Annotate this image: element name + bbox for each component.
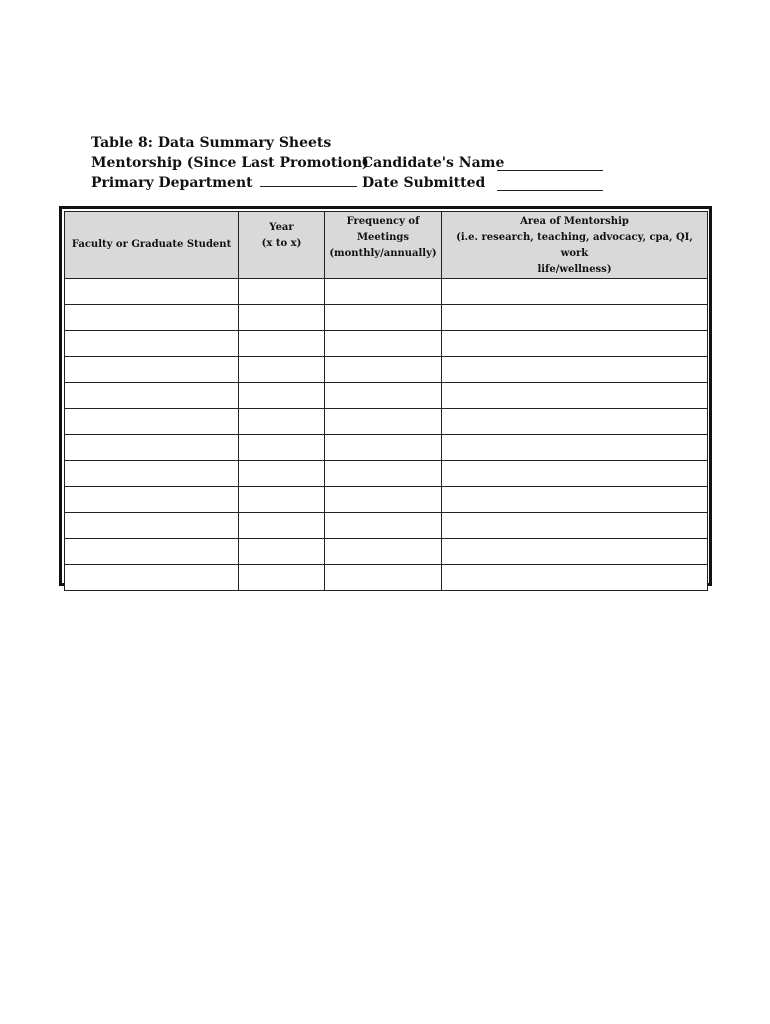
column-header-meeting-frequency [325,212,442,279]
column-header-faculty-student [65,212,239,279]
table-cell-mentorship-area[interactable] [442,383,708,409]
table-cell-meeting-frequency[interactable] [325,331,442,357]
table-row [65,565,708,591]
table-cell-faculty-student[interactable] [65,383,239,409]
table-cell-meeting-frequency[interactable] [325,539,442,565]
table-cell-faculty-student[interactable] [65,357,239,383]
table-cell-mentorship-area[interactable] [442,357,708,383]
table-cell-year[interactable] [239,461,325,487]
table-row [65,435,708,461]
table-cell-meeting-frequency[interactable] [325,409,442,435]
table-cell-faculty-student[interactable] [65,331,239,357]
table-cell-year[interactable] [239,565,325,591]
table-cell-year[interactable] [239,409,325,435]
table-cell-meeting-frequency[interactable] [325,279,442,305]
table-row [65,487,708,513]
mentorship-table-frame [59,206,712,586]
table-cell-year[interactable] [239,539,325,565]
date-submitted-field [362,173,485,193]
table-cell-faculty-student[interactable] [65,565,239,591]
table-row [65,305,708,331]
table-cell-year[interactable] [239,305,325,331]
table-row [65,357,708,383]
column-header-line: Meetings [356,232,410,243]
table-cell-faculty-student[interactable] [65,539,239,565]
primary-department-label: Primary Department [91,175,253,191]
table-cell-mentorship-area[interactable] [442,487,708,513]
table-cell-mentorship-area[interactable] [442,461,708,487]
column-header-line: Frequency of [346,216,420,227]
primary-department-field [91,173,357,193]
table-cell-faculty-student[interactable] [65,435,239,461]
candidate-name-field [362,153,504,173]
column-header-line: (i.e. research, teaching, advocacy, cpa, QI, work [456,232,693,259]
column-header-line: life/wellness) [537,264,612,275]
column-header-mentorship-area [442,212,708,279]
table-cell-meeting-frequency[interactable] [325,565,442,591]
table-cell-faculty-student[interactable] [65,279,239,305]
candidate-name-label: Candidate's Name [362,155,505,171]
table-cell-meeting-frequency[interactable] [325,357,442,383]
table-cell-meeting-frequency[interactable] [325,487,442,513]
date-submitted-blank[interactable] [497,178,603,191]
column-header-line: Faculty or Graduate Student [71,239,232,250]
table-cell-mentorship-area[interactable] [442,513,708,539]
table-cell-mentorship-area[interactable] [442,279,708,305]
table-cell-mentorship-area[interactable] [442,305,708,331]
table-cell-faculty-student[interactable] [65,305,239,331]
table-cell-mentorship-area[interactable] [442,435,708,461]
column-header-line: (monthly/annually) [329,248,437,259]
table-cell-mentorship-area[interactable] [442,565,708,591]
mentorship-table [64,211,708,591]
candidate-name-blank[interactable] [497,158,603,171]
table-cell-year[interactable] [239,487,325,513]
table-cell-year[interactable] [239,513,325,539]
table-cell-meeting-frequency[interactable] [325,383,442,409]
table-header-row [65,212,708,279]
table-row [65,383,708,409]
table-cell-faculty-student[interactable] [65,487,239,513]
table-row [65,539,708,565]
table-cell-meeting-frequency[interactable] [325,461,442,487]
table-row [65,331,708,357]
column-header-year [239,212,325,279]
table-row [65,279,708,305]
table-cell-meeting-frequency[interactable] [325,513,442,539]
table-cell-faculty-student[interactable] [65,409,239,435]
table-cell-mentorship-area[interactable] [442,331,708,357]
section-subtitle: Mentorship (Since Last Promotion) [91,155,369,171]
table-cell-year[interactable] [239,331,325,357]
table-row [65,461,708,487]
table-cell-year[interactable] [239,279,325,305]
table-cell-meeting-frequency[interactable] [325,305,442,331]
table-cell-year[interactable] [239,383,325,409]
table-row [65,409,708,435]
table-cell-mentorship-area[interactable] [442,409,708,435]
table-cell-year[interactable] [239,435,325,461]
table-cell-faculty-student[interactable] [65,461,239,487]
date-submitted-label: Date Submitted [362,175,486,191]
table-cell-faculty-student[interactable] [65,513,239,539]
column-header-line: Year [269,222,294,233]
column-header-line: (x to x) [261,238,302,249]
table-cell-year[interactable] [239,357,325,383]
table-cell-meeting-frequency[interactable] [325,435,442,461]
table-title: Table 8: Data Summary Sheets [91,135,332,151]
table-row [65,513,708,539]
table-cell-mentorship-area[interactable] [442,539,708,565]
primary-department-blank[interactable] [260,174,357,187]
column-header-line: Area of Mentorship [520,216,629,227]
